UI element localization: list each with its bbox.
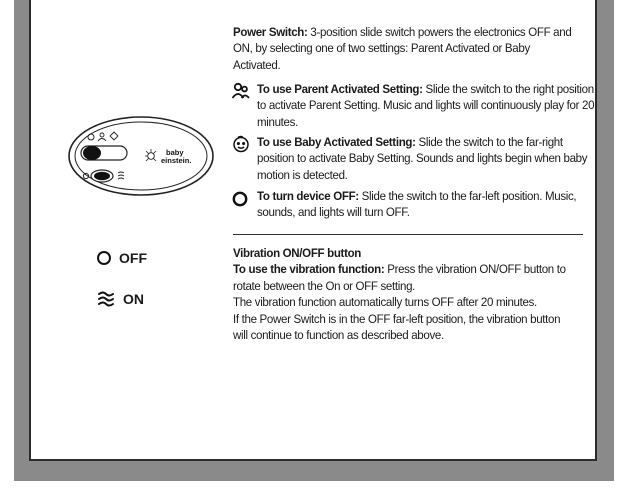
parent-icon bbox=[231, 82, 251, 100]
device-off-text: Slide the switch to the far-left position. Music, sounds, and lights will turn OFF. bbox=[257, 189, 577, 220]
device-off-title: To turn device OFF: bbox=[257, 189, 359, 203]
off-circle-icon bbox=[231, 189, 251, 207]
vibration-use-title: To use the vibration function: bbox=[233, 262, 385, 277]
vibration-heading: Vibration ON/OFF button bbox=[233, 246, 362, 260]
logo-text-line2: einstein. bbox=[161, 156, 192, 165]
baby-face-icon bbox=[231, 135, 251, 153]
logo-text-line1: baby bbox=[166, 148, 184, 157]
baby-setting-title: To use Baby Activated Setting: bbox=[257, 135, 416, 149]
legend-off bbox=[97, 250, 147, 266]
power-switch-title: Power Switch: bbox=[233, 25, 308, 39]
vibration-icon bbox=[97, 290, 115, 308]
legend-on-label: ON bbox=[123, 291, 144, 307]
vibration-section bbox=[233, 245, 577, 343]
power-slide-switch[interactable] bbox=[81, 146, 127, 160]
parent-setting-item bbox=[231, 81, 605, 130]
section-divider bbox=[233, 234, 583, 235]
baby-setting-item bbox=[231, 134, 605, 183]
legend-on bbox=[97, 290, 144, 308]
power-switch-paragraph bbox=[233, 24, 575, 73]
off-circle-icon bbox=[97, 251, 111, 265]
legend-off-label: OFF bbox=[119, 250, 147, 266]
parent-setting-text: Slide the switch to the right position to activate Parent Setting. Music and lights will continuously play for 20 minutes. bbox=[257, 82, 595, 129]
power-switch-text: 3-position slide switch powers the electronics OFF and ON, by selecting one of two settings: Parent Activated or Baby Activated. bbox=[233, 25, 572, 72]
vibration-auto-off: The vibration function automatically turns OFF after 20 minutes. bbox=[233, 295, 537, 310]
device-off-item bbox=[231, 188, 605, 221]
parent-setting-title: To use Parent Activated Setting: bbox=[257, 82, 423, 96]
vibration-power-note: If the Power Switch is in the OFF far-left position, the vibration button will continue to function as described above. bbox=[233, 311, 561, 343]
vibration-use-text: Press the vibration ON/OFF button to rotate between the On or OFF setting. bbox=[233, 262, 566, 293]
device-control-panel bbox=[67, 115, 215, 197]
baby-setting-text: Slide the switch to the far-right position to activate Baby Setting. Sounds and lights begin when baby motion is detected. bbox=[257, 135, 588, 182]
